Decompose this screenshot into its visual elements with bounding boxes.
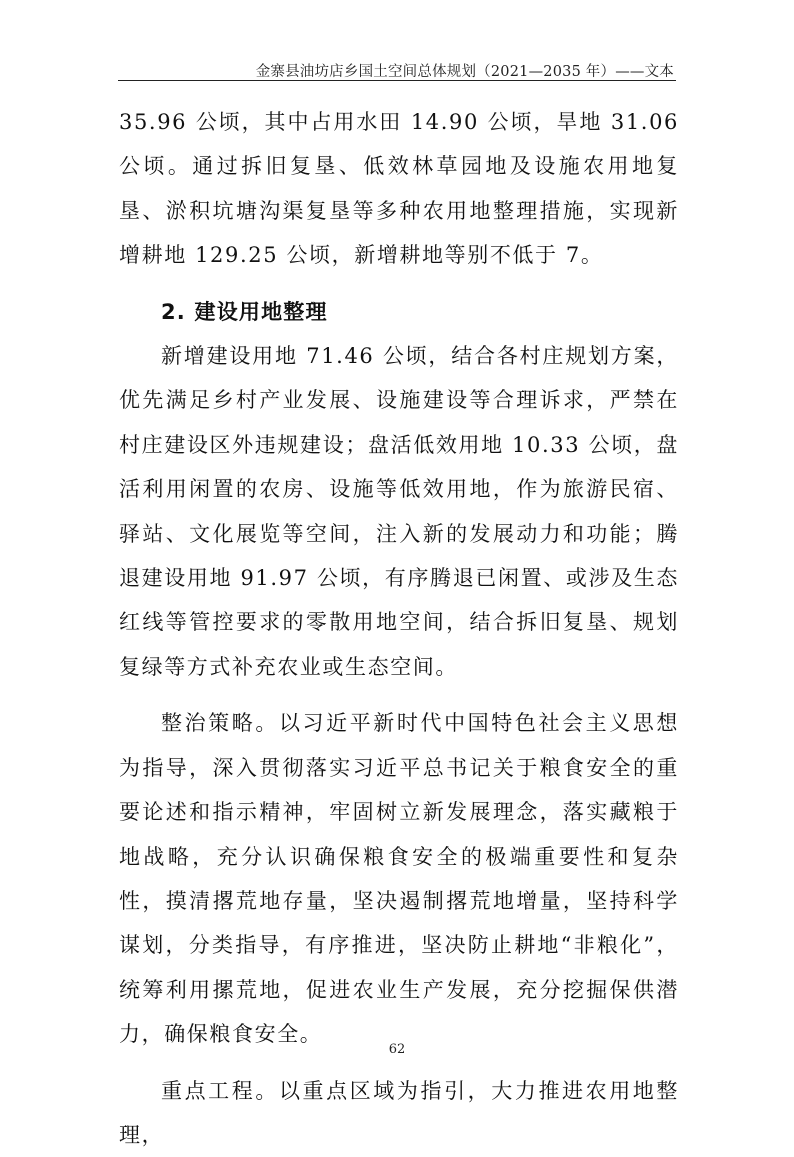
paragraph-key-projects: 重点工程。以重点区域为指引，大力推进农用地整理， xyxy=(119,1078,679,1147)
spacer xyxy=(119,278,679,290)
spacer xyxy=(119,689,679,701)
spacer xyxy=(119,1057,679,1069)
running-header-title: 金寨县油坊店乡国土空间总体规划（2021—2035 年）——文本 xyxy=(255,64,674,80)
paragraph-cultivated-land-continuation: 35.96 公顷，其中占用水田 14.90 公顷，旱地 31.06 公顷。通过拆旧复垦、低效林草园地及设施农用地复垦、淤积坑塘沟渠复垦等多种农用地整理措施，实现新增耕地 129.25 公顷，新增耕地等别不低于 7。 xyxy=(119,110,679,268)
paragraph-remediation-strategy: 整治策略。以习近平新时代中国特色社会主义思想为指导，深入贯彻落实习近平总书记关于粮食安全的重要论述和指示精神，牢固树立新发展理念，落实藏粮于地战略，充分认识确保粮食安全的极端重要性和复杂性，摸清撂荒地存量，坚决遏制撂荒地增量，坚持科学谋划，分类指导，有序推进，坚决防止耕地“非粮化”，统筹利用摞荒地，促进农业生产发展，充分挖掘保供潜力，确保粮食安全。 xyxy=(119,711,679,1047)
page-number: 62 xyxy=(388,1042,406,1057)
header-divider xyxy=(118,80,676,81)
page-body xyxy=(119,100,679,1157)
section-heading-construction-land: 2. 建设用地整理 xyxy=(161,299,328,324)
paragraph-construction-land: 新增建设用地 71.46 公顷，结合各村庄规划方案，优先满足乡村产业发展、设施建设等合理诉求，严禁在村庄建设区外违规建设；盘活低效用地 10.33 公顷，盘活利用闲置的农房、设施等低效用地，作为旅游民宿、驿站、文化展览等空间，注入新的发展动力和功能；腾退建设用地 91.97 公顷，有序腾退已闲置、或涉及生态红线等管控要求的零散用地空间，结合拆旧复垦、规划复绿等方式补充农业或生态空间。 xyxy=(119,344,679,679)
